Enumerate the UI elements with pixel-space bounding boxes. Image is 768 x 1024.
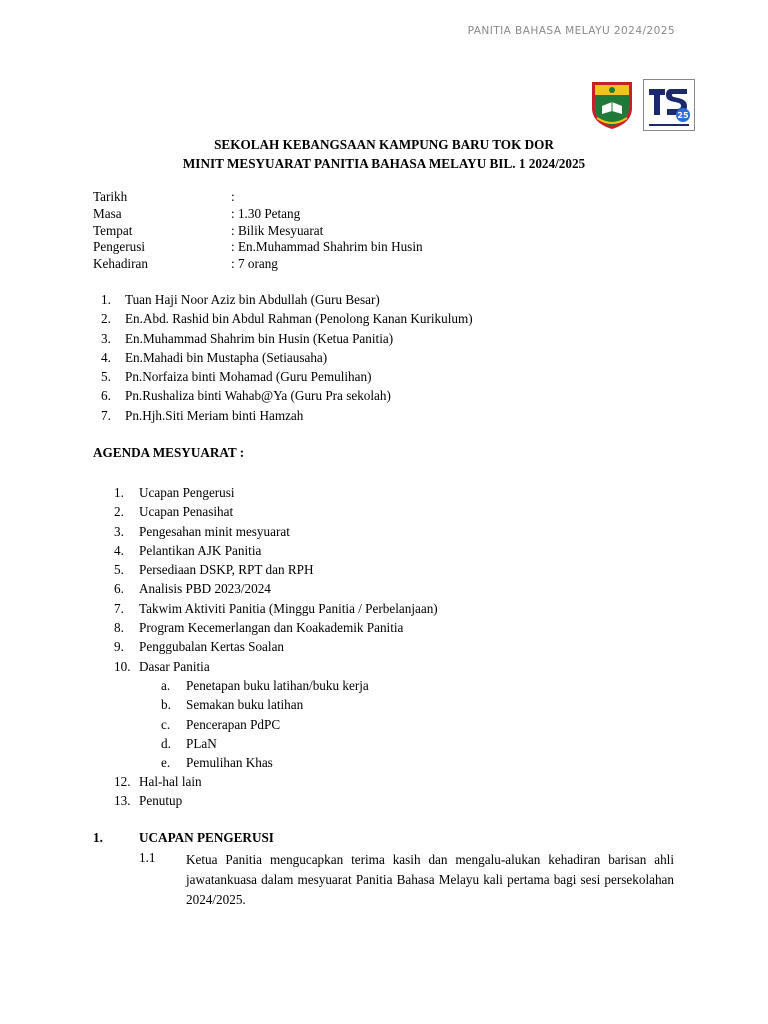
list-item: 5. Pn.Norfaiza binti Mohamad (Guru Pemulihan) [101,369,372,385]
running-header: PANITIA BAHASA MELAYU 2024/2025 [467,25,675,37]
list-item: e. Pemulihan Khas [161,755,273,771]
minutes-title: MINIT MESYUARAT PANITIA BAHASA MELAYU BIL. 1 2024/2025 [182,156,586,171]
list-item: 2. Ucapan Penasihat [114,504,234,520]
list-item: 3. En.Muhammad Shahrim bin Husin (Ketua Panitia) [101,330,394,346]
info-row-attendance: Kehadiran : 7 orang [93,256,278,272]
list-item: 4. Pelantikan AJK Panitia [114,542,262,558]
school-crest-icon [588,78,636,130]
list-item: d. PLaN [161,735,217,751]
info-row-chair: Pengerusi : En.Muhammad Shahrim bin Husin [93,239,423,255]
list-item: 7. Pn.Hjh.Siti Meriam binti Hamzah [101,407,304,423]
list-item: a. Penetapan buku latihan/buku kerja [161,678,369,693]
list-item: 7. Takwim Aktiviti Panitia (Minggu Panitia / Perbelanjaan) [114,600,438,616]
section-title: UCAPAN PENGERUSI [139,830,274,845]
agenda-sub-list [161,676,369,772]
paragraph-number: 1.1 [139,850,156,865]
info-row-place: Tempat : Bilik Mesyuarat [93,222,324,238]
list-item: 10. Dasar Panitia [114,658,210,674]
list-item: b. Semakan buku latihan [161,697,304,713]
ts25-logo-icon [643,79,695,131]
meeting-info [93,189,423,273]
agenda-list [114,483,438,676]
list-item: 1. Tuan Haji Noor Aziz bin Abdullah (Guru Besar) [101,292,380,307]
info-row-date: Tarikh : [93,189,235,204]
agenda-heading: AGENDA MESYUARAT : [93,445,245,460]
list-item: 1. Ucapan Pengerusi [114,485,235,500]
ts25-number: 25 [677,111,689,120]
list-item: 9. Penggubalan Kertas Soalan [114,639,285,655]
section-number: 1. [93,830,103,845]
list-item: 4. En.Mahadi bin Mustapha (Setiausaha) [101,349,328,365]
school-name-title: SEKOLAH KEBANGSAAN KAMPUNG BARU TOK DOR [214,137,554,152]
agenda-tail-list [114,772,202,811]
list-item: 12. Hal-hal lain [114,774,202,789]
list-item: 6. Pn.Rushaliza binti Wahab@Ya (Guru Pra sekolah) [101,388,391,404]
list-item: 6. Analisis PBD 2023/2024 [114,581,271,597]
list-item: 13. Penutup [114,793,183,809]
info-row-time: Masa : 1.30 Petang [93,205,301,221]
attendee-list [101,290,473,425]
list-item: 8. Program Kecemerlangan dan Koakademik Panitia [114,620,404,636]
list-item: 3. Pengesahan minit mesyuarat [114,523,290,539]
list-item: 2. En.Abd. Rashid bin Abdul Rahman (Penolong Kanan Kurikulum) [101,311,473,327]
paragraph-text: Ketua Panitia mengucapkan terima kasih dan mengalu-alukan kehadiran barisan ahli jawatankuasa dalam mesyuarat Panitia Bahasa Melayu kali pertama bagi sesi persekolahan 2024/2025. [186,852,674,907]
list-item: c. Pencerapan PdPC [161,716,281,732]
list-item: 5. Persediaan DSKP, RPT dan RPH [114,562,314,578]
